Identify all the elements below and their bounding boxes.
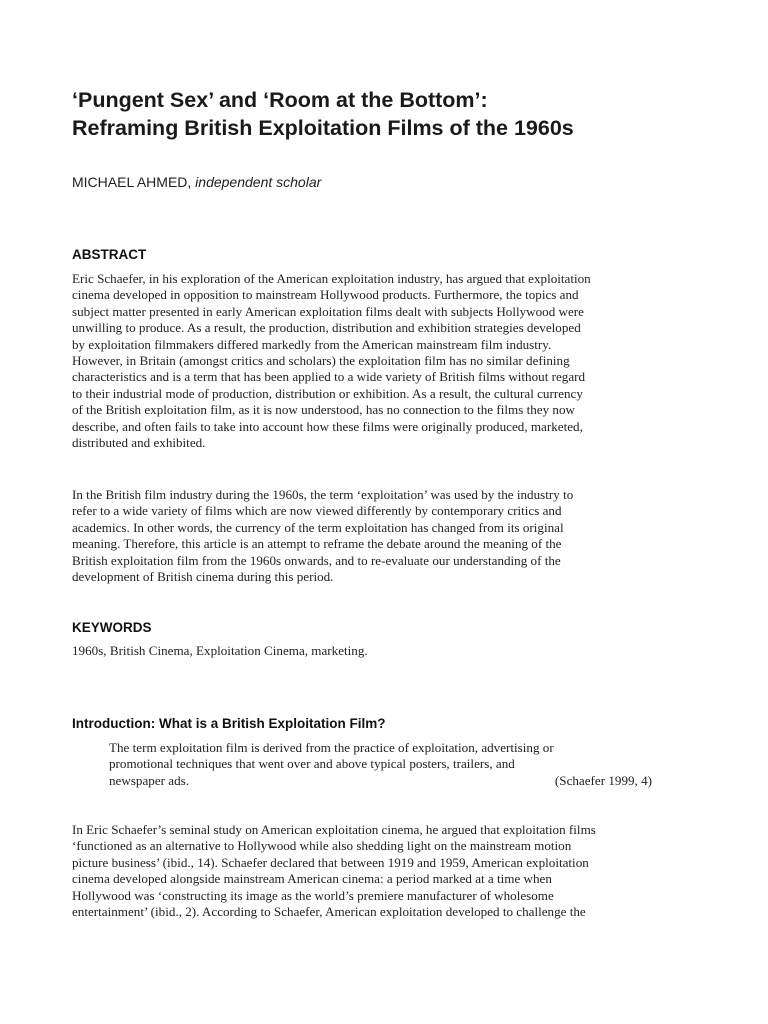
text-line: In Eric Schaefer’s seminal study on American exploitation cinema, he argued that exploitation films	[72, 822, 596, 837]
introduction-heading: Introduction: What is a British Exploitation Film?	[72, 716, 386, 731]
text-line: newspaper ads.	[109, 772, 189, 788]
keywords-text: 1960s, British Cinema, Exploitation Cinema, marketing.	[72, 643, 368, 658]
block-quote	[109, 740, 657, 789]
abstract-paragraph-1	[72, 271, 692, 451]
author-line	[72, 173, 321, 191]
text-line: promotional techniques that went over and above typical posters, trailers, and	[109, 756, 515, 772]
abstract-paragraph-2	[72, 487, 692, 585]
text-line: In the British film industry during the 1960s, the term ‘exploitation’ was used by the industry to	[72, 487, 574, 502]
text-line: Eric Schaefer, in his exploration of the American exploitation industry, has argued that exploitation	[72, 271, 591, 286]
text-line: The term exploitation film is derived from the practice of exploitation, advertising or	[109, 740, 554, 755]
author-name: MICHAEL AHMED,	[72, 174, 192, 190]
text-line: picture business’ (ibid., 14). Schaefer declared that between 1919 and 1959, American exploitation	[72, 854, 589, 870]
body-paragraph	[72, 822, 692, 920]
text-line: describe, and often fails to take into account how these films were originally produced, marketed,	[72, 418, 583, 434]
author-affiliation: independent scholar	[195, 174, 322, 190]
abstract-heading: ABSTRACT	[72, 247, 147, 262]
text-line: cinema developed alongside mainstream American cinema: a period marked at a time when	[72, 871, 552, 887]
text-line: to their industrial mode of production, distribution or exhibition. As a result, the cultural currency	[72, 385, 583, 401]
text-line: meaning. Therefore, this article is an attempt to reframe the debate around the meaning of the	[72, 536, 562, 552]
quote-last-line	[109, 773, 652, 789]
text-line: development of British cinema during this period.	[72, 569, 334, 585]
text-line: cinema developed in opposition to mainstream Hollywood products. Furthermore, the topics and	[72, 287, 579, 303]
text-line: by exploitation filmmakers differed markedly from the American mainstream film industry.	[72, 336, 552, 352]
text-line: characteristics and is a term that has been applied to a wide variety of British films without regard	[72, 369, 586, 385]
text-line: subject matter presented in early American exploitation films dealt with subjects Hollywood were	[72, 303, 584, 319]
title-line: Reframing British Exploitation Films of the 1960s	[72, 116, 574, 140]
keywords-heading: KEYWORDS	[72, 620, 152, 635]
text-line: distributed and exhibited.	[72, 435, 206, 451]
text-line: Hollywood was ‘constructing its image as the world’s premiere manufacturer of wholesome	[72, 887, 554, 903]
text-line: of the British exploitation film, as it is now understood, has no connection to the films they now	[72, 402, 575, 418]
text-line: unwilling to produce. As a result, the production, distribution and exhibition strategies developed	[72, 320, 581, 336]
text-line: However, in Britain (amongst critics and scholars) the exploitation film has no similar defining	[72, 353, 570, 369]
article-title	[72, 86, 712, 142]
text-line: academics. In other words, the currency of the term exploitation has changed from its original	[72, 519, 564, 535]
title-line: ‘Pungent Sex’ and ‘Room at the Bottom’:	[72, 88, 488, 112]
text-line: refer to a wide variety of films which are now viewed differently by contemporary critics and	[72, 503, 562, 519]
text-line: entertainment’ (ibid., 2). According to Schaefer, American exploitation developed to challenge the	[72, 904, 586, 920]
text-line: British exploitation film from the 1960s onwards, and to re-evaluate our understanding of the	[72, 552, 561, 568]
text-line: ‘functioned as an alternative to Hollywood while also shedding light on the mainstream motion	[72, 838, 572, 854]
quote-citation: (Schaefer 1999, 4)	[554, 772, 652, 788]
